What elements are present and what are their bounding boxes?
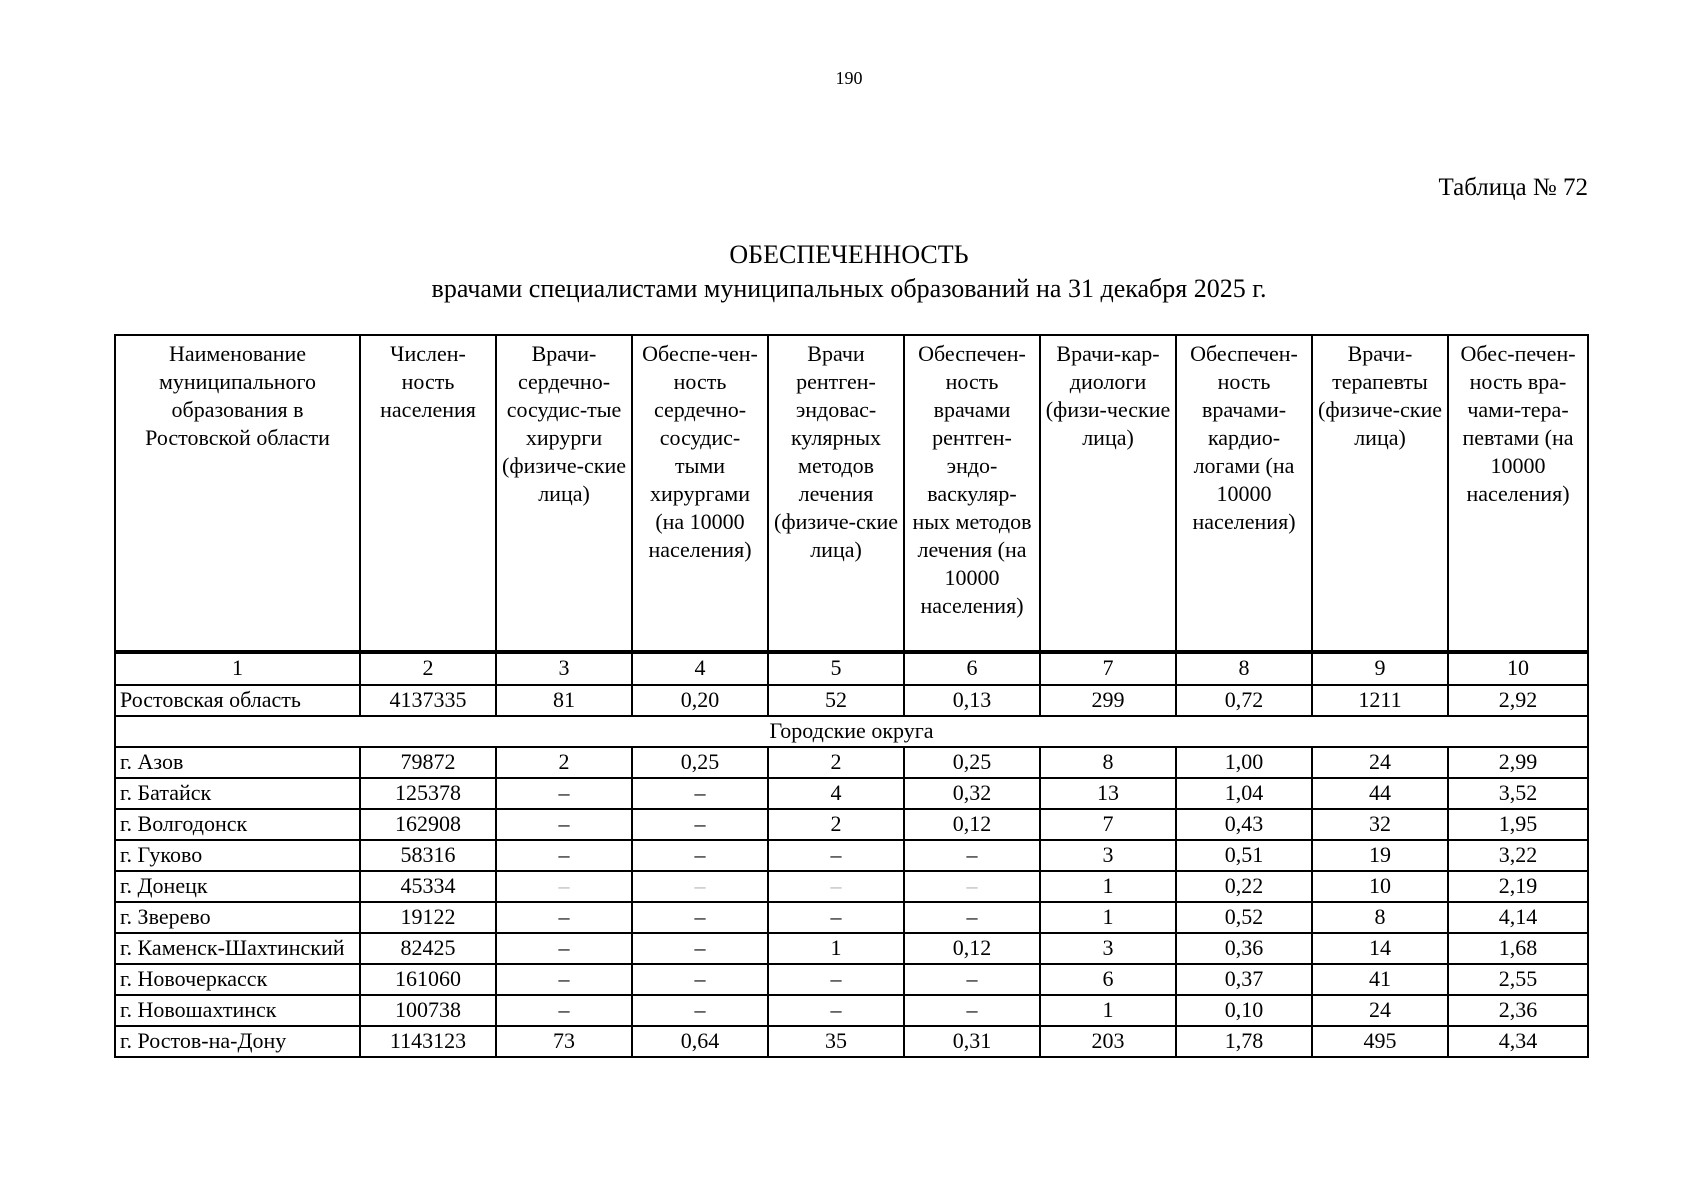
table-cell: – bbox=[632, 871, 768, 902]
table-row bbox=[115, 747, 1588, 778]
table-cell: 35 bbox=[768, 1026, 904, 1057]
table-cell: 1211 bbox=[1312, 685, 1448, 716]
table-cell: 2,92 bbox=[1448, 685, 1588, 716]
document-subtitle: врачами специалистами муниципальных образований на 31 декабря 2025 г. bbox=[431, 274, 1267, 303]
table-cell: 1,78 bbox=[1176, 1026, 1312, 1057]
table-cell: 0,31 bbox=[904, 1026, 1040, 1057]
header-cell: Обеспе-чен-ность сердечно-сосудис-тыми хирургами (на 10000 населения) bbox=[632, 335, 768, 652]
municipality-name: г. Новочеркасск bbox=[115, 964, 360, 995]
table-cell: 0,20 bbox=[632, 685, 768, 716]
table-cell: – bbox=[904, 995, 1040, 1026]
table-cell: 1 bbox=[1040, 871, 1176, 902]
table-cell: 2,19 bbox=[1448, 871, 1588, 902]
table-cell: – bbox=[496, 964, 632, 995]
table-cell: 8 bbox=[1040, 747, 1176, 778]
table-cell: 0,52 bbox=[1176, 902, 1312, 933]
table-cell: 203 bbox=[1040, 1026, 1176, 1057]
table-cell: 0,10 bbox=[1176, 995, 1312, 1026]
municipality-name: г. Азов bbox=[115, 747, 360, 778]
table-cell: 2,99 bbox=[1448, 747, 1588, 778]
table-cell: 0,51 bbox=[1176, 840, 1312, 871]
table-cell: 162908 bbox=[360, 809, 496, 840]
table-cell: – bbox=[632, 902, 768, 933]
table-cell: – bbox=[496, 778, 632, 809]
table-row bbox=[115, 902, 1588, 933]
table-cell: 13 bbox=[1040, 778, 1176, 809]
table-cell: 3,52 bbox=[1448, 778, 1588, 809]
table-cell: 2,55 bbox=[1448, 964, 1588, 995]
table-cell: – bbox=[904, 902, 1040, 933]
total-row bbox=[115, 685, 1588, 716]
table-cell: 8 bbox=[1312, 902, 1448, 933]
table-cell: – bbox=[768, 995, 904, 1026]
header-cell: Врачи-сердечно-сосудис-тые хирурги (физиче-ские лица) bbox=[496, 335, 632, 652]
table-cell: 44 bbox=[1312, 778, 1448, 809]
table-cell: 0,64 bbox=[632, 1026, 768, 1057]
table-cell: 1,04 bbox=[1176, 778, 1312, 809]
table-cell: 495 bbox=[1312, 1026, 1448, 1057]
table-cell: 1,00 bbox=[1176, 747, 1312, 778]
table-cell: 1143123 bbox=[360, 1026, 496, 1057]
table-cell: – bbox=[632, 964, 768, 995]
table-cell: – bbox=[496, 840, 632, 871]
table-label: Таблица № 72 bbox=[1438, 174, 1588, 201]
table-cell: – bbox=[496, 995, 632, 1026]
table-cell: 19122 bbox=[360, 902, 496, 933]
table-cell: 82425 bbox=[360, 933, 496, 964]
table-cell: 79872 bbox=[360, 747, 496, 778]
table-row bbox=[115, 778, 1588, 809]
table-cell: 24 bbox=[1312, 995, 1448, 1026]
header-cell: Обеспечен-ность врачами рентген-эндо-васкуляр-ных методов лечения (на 10000 населения) bbox=[904, 335, 1040, 652]
table-cell: 0,12 bbox=[904, 933, 1040, 964]
column-number: 7 bbox=[1040, 652, 1176, 685]
table-cell: – bbox=[632, 995, 768, 1026]
column-number: 6 bbox=[904, 652, 1040, 685]
table-cell: 125378 bbox=[360, 778, 496, 809]
document-title: ОБЕСПЕЧЕННОСТЬ bbox=[729, 240, 969, 269]
table-cell: 2,36 bbox=[1448, 995, 1588, 1026]
table-cell: 1 bbox=[768, 933, 904, 964]
table-cell: – bbox=[768, 902, 904, 933]
column-number-row bbox=[115, 652, 1588, 685]
column-number: 4 bbox=[632, 652, 768, 685]
column-number: 8 bbox=[1176, 652, 1312, 685]
municipality-name: г. Каменск-Шахтинский bbox=[115, 933, 360, 964]
table-cell: 1 bbox=[1040, 902, 1176, 933]
table-cell: 41 bbox=[1312, 964, 1448, 995]
column-number: 3 bbox=[496, 652, 632, 685]
municipality-name: г. Ростов-на-Дону bbox=[115, 1026, 360, 1057]
header-row bbox=[115, 335, 1588, 652]
table-cell: 4,34 bbox=[1448, 1026, 1588, 1057]
table-row bbox=[115, 809, 1588, 840]
municipality-name: г. Гуково bbox=[115, 840, 360, 871]
header-cell: Обес-печен-ность вра-чами-тера-певтами (на 10000 населения) bbox=[1448, 335, 1588, 652]
column-number: 5 bbox=[768, 652, 904, 685]
table-cell: 6 bbox=[1040, 964, 1176, 995]
table-cell: – bbox=[768, 964, 904, 995]
table-cell: 161060 bbox=[360, 964, 496, 995]
section-label: Городские округа bbox=[115, 716, 1588, 747]
table-cell: – bbox=[496, 902, 632, 933]
header-cell: Числен-ность населения bbox=[360, 335, 496, 652]
table-cell: – bbox=[632, 840, 768, 871]
table-cell: 0,25 bbox=[904, 747, 1040, 778]
physicians-table bbox=[114, 334, 1589, 1058]
table-cell: 0,72 bbox=[1176, 685, 1312, 716]
table-row bbox=[115, 840, 1588, 871]
table-cell: – bbox=[496, 871, 632, 902]
municipality-name: г. Донецк bbox=[115, 871, 360, 902]
table-cell: – bbox=[632, 809, 768, 840]
table-cell: 2 bbox=[496, 747, 632, 778]
header-cell: Врачи-терапевты (физиче-ские лица) bbox=[1312, 335, 1448, 652]
table-cell: 0,43 bbox=[1176, 809, 1312, 840]
table-cell: – bbox=[632, 778, 768, 809]
table-cell: 7 bbox=[1040, 809, 1176, 840]
table-row bbox=[115, 1026, 1588, 1057]
table-cell: 73 bbox=[496, 1026, 632, 1057]
table-cell: – bbox=[632, 933, 768, 964]
region-name: Ростовская область bbox=[115, 685, 360, 716]
table-row bbox=[115, 995, 1588, 1026]
header-cell: Врачи-кар-диологи (физи-ческие лица) bbox=[1040, 335, 1176, 652]
table-cell: 52 bbox=[768, 685, 904, 716]
table-cell: 1,95 bbox=[1448, 809, 1588, 840]
table-cell: – bbox=[904, 840, 1040, 871]
table-cell: 0,12 bbox=[904, 809, 1040, 840]
table-cell: 10 bbox=[1312, 871, 1448, 902]
table-cell: 2 bbox=[768, 809, 904, 840]
table-cell: 58316 bbox=[360, 840, 496, 871]
table-cell: – bbox=[768, 871, 904, 902]
header-cell: Наименование муниципального образования в Ростовской области bbox=[115, 335, 360, 652]
table-cell: 32 bbox=[1312, 809, 1448, 840]
table-cell: – bbox=[904, 964, 1040, 995]
table-cell: 4137335 bbox=[360, 685, 496, 716]
table-cell: 0,37 bbox=[1176, 964, 1312, 995]
table-cell: 100738 bbox=[360, 995, 496, 1026]
table-row bbox=[115, 964, 1588, 995]
table-cell: 2 bbox=[768, 747, 904, 778]
table-cell: – bbox=[904, 871, 1040, 902]
table-cell: 3,22 bbox=[1448, 840, 1588, 871]
table-cell: 3 bbox=[1040, 933, 1176, 964]
municipality-name: г. Зверево bbox=[115, 902, 360, 933]
table-cell: 3 bbox=[1040, 840, 1176, 871]
header-cell: Обеспечен-ность врачами-кардио-логами (на 10000 населения) bbox=[1176, 335, 1312, 652]
table-cell: – bbox=[496, 933, 632, 964]
table-cell: 1 bbox=[1040, 995, 1176, 1026]
table-cell: 81 bbox=[496, 685, 632, 716]
municipality-name: г. Волгодонск bbox=[115, 809, 360, 840]
column-number: 10 bbox=[1448, 652, 1588, 685]
header-cell: Врачи рентген-эндовас-кулярных методов лечения (физиче-ские лица) bbox=[768, 335, 904, 652]
page-number: 190 bbox=[835, 68, 863, 88]
table-cell: 24 bbox=[1312, 747, 1448, 778]
column-number: 1 bbox=[115, 652, 360, 685]
table-cell: 19 bbox=[1312, 840, 1448, 871]
table-cell: 0,32 bbox=[904, 778, 1040, 809]
column-number: 9 bbox=[1312, 652, 1448, 685]
table-cell: 0,22 bbox=[1176, 871, 1312, 902]
municipality-name: г. Новошахтинск bbox=[115, 995, 360, 1026]
table-cell: 0,13 bbox=[904, 685, 1040, 716]
table-cell: – bbox=[768, 840, 904, 871]
table-cell: 299 bbox=[1040, 685, 1176, 716]
table-row bbox=[115, 933, 1588, 964]
table-cell: 4 bbox=[768, 778, 904, 809]
table-cell: 45334 bbox=[360, 871, 496, 902]
table-cell: 0,36 bbox=[1176, 933, 1312, 964]
table-row bbox=[115, 871, 1588, 902]
section-row bbox=[115, 716, 1588, 747]
table-cell: 0,25 bbox=[632, 747, 768, 778]
column-number: 2 bbox=[360, 652, 496, 685]
table-cell: 4,14 bbox=[1448, 902, 1588, 933]
table-cell: 1,68 bbox=[1448, 933, 1588, 964]
table-cell: – bbox=[496, 809, 632, 840]
municipality-name: г. Батайск bbox=[115, 778, 360, 809]
table-cell: 14 bbox=[1312, 933, 1448, 964]
